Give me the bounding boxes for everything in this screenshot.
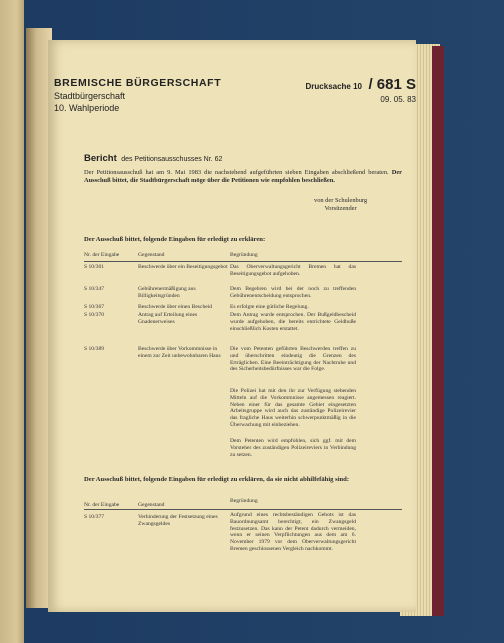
doc-number: / 681 S: [368, 76, 416, 93]
org-subtitle: Stadtbürgerschaft: [54, 91, 126, 101]
table-row-reason: Es erfolgte eine gütliche Regelung.: [230, 304, 309, 310]
table-row-nr: S 10/347: [84, 286, 105, 292]
intro-plain: Der Petitionsausschuß hat am 9. Mai 1983 die nachstehend aufgeführten sieben Eingaben abschließend beraten.: [84, 169, 389, 176]
table-row-reason: Dem Begehren wird bei der noch zu treffenden Gebührenentscheidung entsprochen.: [230, 286, 356, 299]
table-row-nr: S 10/377: [84, 514, 105, 520]
doc-date: 09. 05. 83: [380, 95, 416, 104]
table-row-subject: Beschwerde über einen Bescheid: [138, 304, 213, 310]
table-row-subject: Verhinderung der Festsetzung eines Zwangsgeldes: [138, 514, 218, 527]
table-row-nr: S 10/301: [84, 264, 105, 270]
signature: [314, 197, 367, 213]
signature-role: Vorsitzender: [324, 205, 357, 212]
letterhead: [54, 77, 221, 113]
period: 10. Wahlperiode: [54, 103, 120, 113]
section1-title: Der Ausschuß bittet, folgende Eingaben für erledigt zu erklären:: [84, 236, 266, 243]
s2-header-nr: Nr. der Eingabe: [84, 502, 120, 508]
org-title: BREMISCHE BÜRGERSCHAFT: [54, 77, 222, 89]
s2-header-reason: Begründung: [230, 498, 258, 504]
s1-header-nr: Nr. der Eingabe: [84, 252, 120, 258]
report-title-word: Bericht: [84, 153, 117, 164]
table-row-nr: S 10/389: [84, 346, 105, 352]
doc-label: Drucksache 10: [305, 82, 362, 91]
table-row-nr: S 10/367: [84, 304, 105, 310]
red-cover-edge: [432, 46, 444, 616]
s1-header-reason: Begründung: [230, 252, 258, 258]
intro-bold: Der Ausschuß bittet, die Stadtbürgerschaft möge über die Petitionen wie empfohlen beschließen.: [84, 169, 402, 184]
table-row-subject: Antrag auf Erteilung eines Gnadenerweises: [138, 312, 198, 325]
signature-name: von der Schulenburg: [314, 197, 368, 204]
document-page: [48, 40, 416, 612]
table-row-reason: Das Oberverwaltungsgericht Bremen hat das Beseitigungsgebot aufgehoben.: [230, 264, 356, 277]
table-row-subject: Beschwerde über Vorkommnisse in einem zur Zeit unbewohnbaren Haus: [138, 346, 221, 359]
section2-title: Der Ausschuß bittet, folgende Eingaben für erledigt zu erklären, da sie nicht abhilfefähig sind:: [84, 476, 350, 483]
s2-header-subject: Gegenstand: [138, 502, 165, 508]
s2-header-rule: [84, 509, 402, 510]
table-row-nr: S 10/370: [84, 312, 105, 318]
s1-header-subject: Gegenstand: [138, 252, 165, 258]
report-title: [84, 148, 222, 166]
document-number-block: [306, 76, 416, 104]
left-page-edge: [0, 0, 24, 643]
table-row-reason: Dem Antrag wurde entsprochen. Der Bußgeldbescheid wurde aufgehoben, die bereits entrichtete Geldbuße einschließlich Kosten erstattet.: [230, 312, 356, 332]
table-row-subject: Beschwerde über ein Beseitigungsgebot: [138, 264, 228, 270]
s1-header-rule: [84, 261, 402, 262]
intro-paragraph: [84, 169, 402, 185]
table-row-reason-continued: Die Polizei hat mit den ihr zur Verfügung stehenden Mitteln auf die Vorkommnisse angemessen reagiert. Neben einer für das gesamte Gebiet eingesetzten Arbeitsgruppe wird auch das zuständige Polizeirevier das fragliche Haus weiterhin schwerpunktmäßig in die Überwachung mit einbeziehen.: [230, 388, 356, 428]
table-row-reason-continued: Dem Petenten wird empfohlen, sich ggf. mit dem Vorsteher des zuständigen Polizeireviers in Verbindung zu setzen.: [230, 438, 356, 458]
report-title-rest: des Petitionsausschusses Nr. 62: [121, 156, 223, 163]
table-row-reason: Aufgrund eines rechtsbeständigen Gebots ist das Bauordnungsamt berechtigt, ein Zwangsgeld festzusetzen. Das kann der Petent dadurch vermeiden, wenn er seinen Verpflichtungen aus dem am 6. November 1979 vor dem Oberverwaltungsgericht Bremen geschlossenen Vergleich nachkommt.: [230, 512, 356, 552]
table-row-subject: Gebührenermäßigung aus Billigkeitsgründen: [138, 286, 196, 299]
table-row-reason: Die vom Petenten geführten Beschwerden treffen zu und überschritten eindeutig die Grenzen des Erträglichen. Eine Beeinträchtigung der Nachtruhe und des Sicherheitsbedürfnisses war die Folge.: [230, 346, 356, 373]
